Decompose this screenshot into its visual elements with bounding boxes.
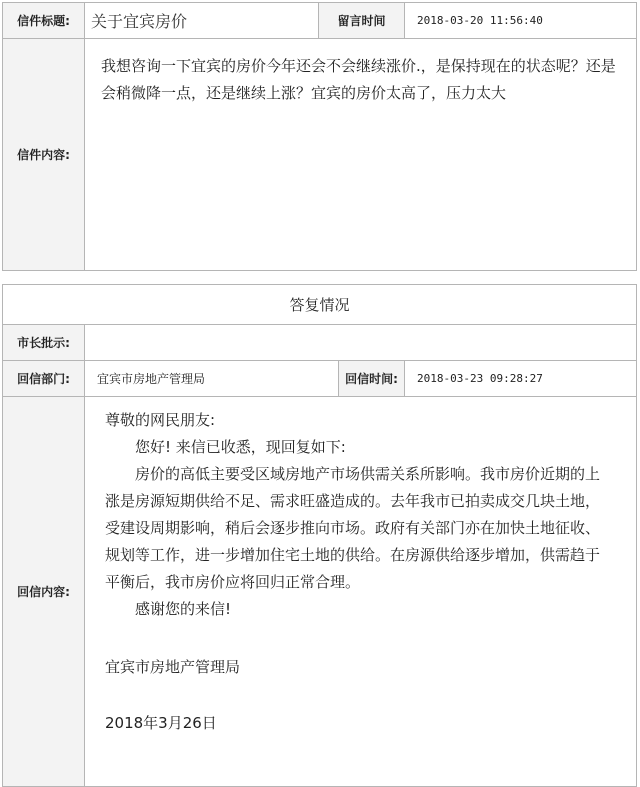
reply-greeting: 尊敬的网民朋友: <box>105 411 216 429</box>
letter-content: 我想咨询一下宜宾的房价今年还会不会继续涨价.，是保持现在的状态呢？还是会稍微降一点，还是继续上涨？宜宾的房价太高了，压力太大 <box>85 39 637 271</box>
reply-opening: 您好! 来信已收悉，现回复如下: <box>135 438 346 456</box>
reply-body: 房价的高低主要受区域房地产市场供需关系所影响。我市房价近期的上涨是房源短期供给不足、需求旺盛造成的。去年我市已拍卖成交几块土地，受建设周期影响，稍后会逐步推向市场。政府有关部门亦在加快土地征收、规划等工作，进一步增加住宅土地的供给。在房源供给逐步增加，供需趋于平衡后，我市房价应将回归正常合理。 <box>105 465 601 591</box>
reply-date: 2018年3月26日 <box>105 714 217 732</box>
subject-label: 信件标题: <box>3 3 85 39</box>
reply-time: 2018-03-23 09:28:27 <box>405 361 637 397</box>
message-time-label: 留言时间 <box>319 3 405 39</box>
reply-section-title: 答复情况 <box>3 285 637 325</box>
letter-subject: 关于宜宾房价 <box>85 3 319 39</box>
content-label: 信件内容: <box>3 39 85 271</box>
reply-thanks: 感谢您的来信! <box>135 600 232 618</box>
reply-content-label: 回信内容: <box>3 397 85 787</box>
reply-content <box>85 397 637 787</box>
reply-dept-label: 回信部门: <box>3 361 85 397</box>
mayor-label: 市长批示: <box>3 325 85 361</box>
reply-time-label: 回信时间: <box>339 361 405 397</box>
letter-table <box>2 2 637 271</box>
message-time: 2018-03-20 11:56:40 <box>405 3 637 39</box>
reply-dept: 宜宾市房地产管理局 <box>85 361 339 397</box>
mayor-instruction <box>85 325 637 361</box>
reply-table <box>2 284 637 787</box>
reply-signature: 宜宾市房地产管理局 <box>105 658 241 676</box>
